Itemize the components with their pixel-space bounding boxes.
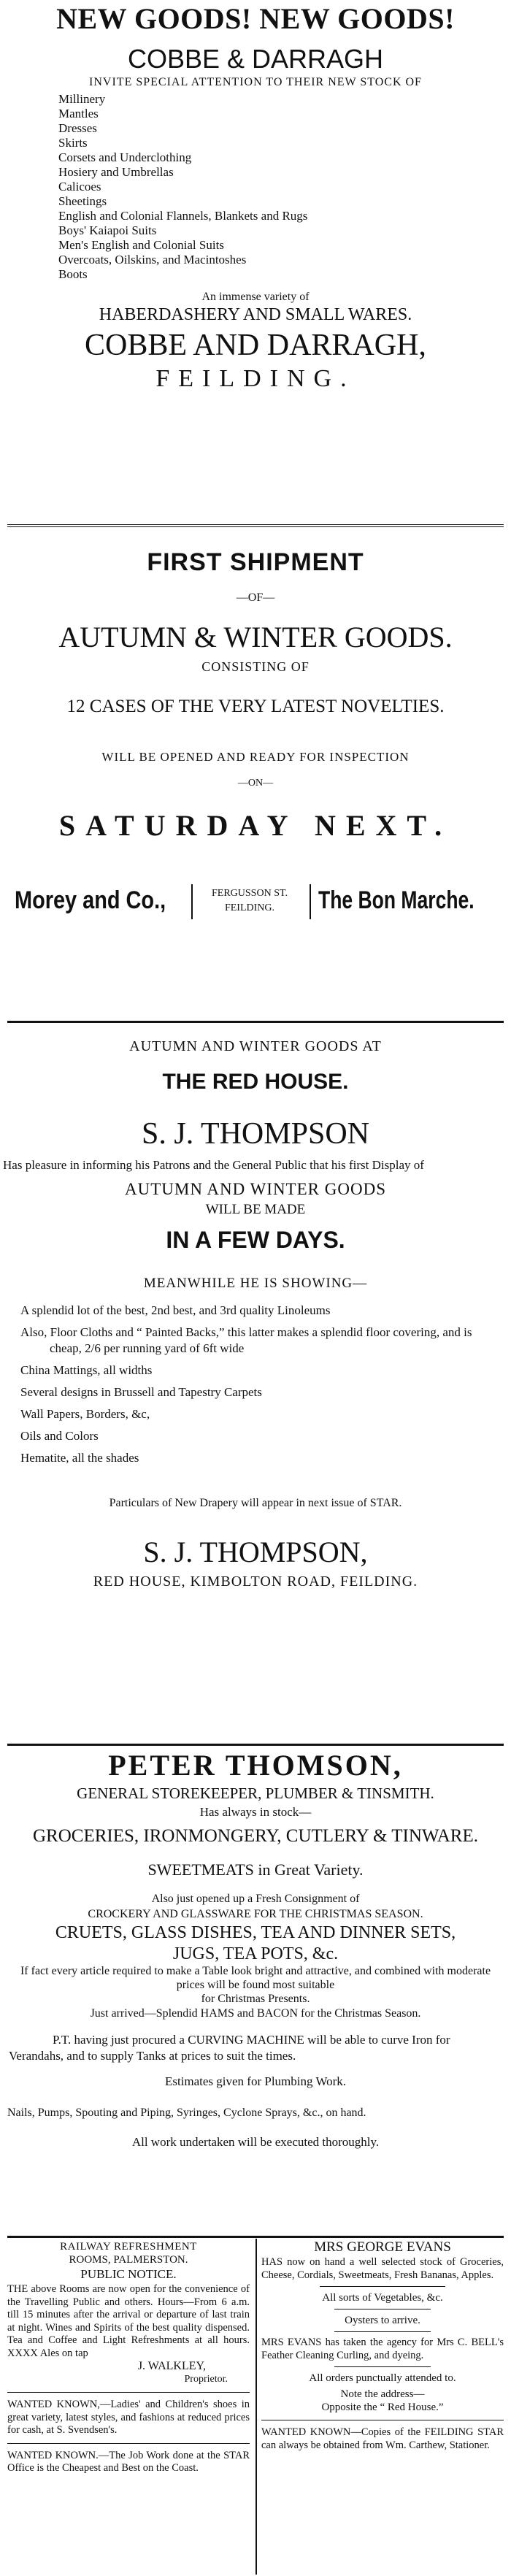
list-item: Boys' Kaiapoi Suits [58, 223, 157, 237]
opened-line: WILL BE OPENED AND READY FOR INSPECTION [101, 750, 410, 764]
divider [334, 2366, 431, 2367]
pt-line: P.T. having just procured a CURVING MACHINE will be able to curve Iron for Verandahs, and to supply Tanks at prices to suit the times. [9, 2033, 450, 2063]
list-item: Mantles [58, 107, 99, 120]
made-line: WILL BE MADE [205, 1202, 306, 1217]
consisting-line: CONSISTING OF [201, 659, 310, 674]
list-item: Hosiery and Umbrellas [58, 165, 174, 179]
always-line: Has always in stock— [199, 1805, 312, 1819]
estimates-line: Estimates given for Plumbing Work. [164, 2074, 347, 2088]
day-line: SATURDAY NEXT. [58, 809, 453, 842]
firm-name: COBBE & DARRAGH [127, 44, 384, 74]
list-item: Hematite, all the shades [20, 1451, 139, 1465]
bar [310, 884, 311, 919]
trade: GENERAL STOREKEEPER, PLUMBER & TINSMITH. [77, 1785, 434, 1802]
firm-name-2: COBBE AND DARRAGH, [85, 329, 426, 362]
nails-line: Nails, Pumps, Spouting and Piping, Syringes, Cyclone Sprays, &c., on hand. [7, 2107, 366, 2119]
list-item: Boots [58, 267, 88, 281]
all-line: All work undertaken will be executed thoroughly. [131, 2135, 380, 2149]
body: THE above Rooms are now open for the convenience of the Travelling Public and others. Hours—From 6 a.m. till 15 minutes after the arrival or departure of last train at night. Wines and Spirits of the best quality dispensed. Tea and Coffee and Light Refreshments at all hours. XXXX Ales on tap [7, 2283, 250, 2359]
list-item: China Mattings, all widths [20, 1363, 153, 1377]
store-name: The Bon Marche. [318, 886, 474, 914]
divider [7, 2392, 250, 2393]
divider [7, 1021, 504, 1023]
intro-line: AUTUMN AND WINTER GOODS AT [129, 1038, 382, 1054]
list-item: Skirts [58, 136, 88, 150]
divider [7, 1744, 504, 1746]
of-line: —OF— [236, 591, 275, 604]
invite-line: INVITE SPECIAL ATTENTION TO THEIR NEW STOCK OF [89, 76, 422, 88]
name-2: S. J. THOMPSON, [143, 1536, 368, 1568]
divider [320, 2286, 445, 2287]
name: MRS GEORGE EVANS [314, 2239, 451, 2255]
list-item: Oils and Colors [20, 1429, 99, 1443]
cruets-line-2: JUGS, TEA POTS, &c. [172, 1944, 339, 1963]
orders-line: All orders punctually attended to. [309, 2372, 456, 2384]
autumn-line: AUTUMN AND WINTER GOODS [125, 1180, 386, 1198]
ad-carthew: WANTED KNOWN—Copies of the FEILDING STAR can always be obtained from Wm. Carthew, Stationer. [261, 2426, 504, 2451]
oysters-line: Oysters to arrive. [345, 2315, 420, 2326]
ad-railway [7, 2240, 250, 2386]
list-item: Also, Floor Cloths and “ Painted Backs,” this latter makes a splendid floor covering, and is cheap, 2/6 per running yard of 6ft wide [20, 1325, 472, 1355]
list-item: Corsets and Underclothing [58, 150, 192, 164]
list-item: Sheetings [58, 194, 107, 208]
ad-star-job-work: WANTED KNOWN.—The Job Work done at the STAR Office is the Cheapest and Best on the Coast. [7, 2449, 250, 2474]
heading-3: PUBLIC NOTICE. [80, 2267, 177, 2281]
street: FERGUSSON ST. [212, 888, 288, 899]
body: HAS now on hand a well selected stock of Groceries, Cheese, Cordials, Sweetmeats, Fresh Bananas, Apples. [261, 2256, 504, 2281]
bar [191, 884, 193, 919]
heading-1: RAILWAY REFRESHMENT [60, 2241, 197, 2253]
ad-evans [261, 2239, 504, 2414]
days-line: IN A FEW DAYS. [166, 1227, 345, 1253]
divider [334, 2331, 431, 2332]
also-line: Also just opened up a Fresh Consignment of [151, 1893, 360, 1905]
list-item: Dresses [58, 121, 97, 135]
stock-line: GROCERIES, IRONMONGERY, CUTLERY & TINWARE. [33, 1826, 478, 1846]
ad-morey [0, 529, 511, 928]
fact-line: If fact every article required to make a Table look bright and attractive, and combined with moderate prices will be found most suitable [20, 1965, 491, 1991]
list-item: A splendid lot of the best, 2nd best, and 3rd quality Linoleums [20, 1303, 331, 1317]
signature: J. WALKLEY, [137, 2360, 206, 2372]
opposite-line: Opposite the “ Red House.” [321, 2401, 444, 2413]
divider [7, 524, 504, 527]
right-column [261, 2239, 504, 2452]
arrived-line: Just arrived—Splendid HAMS and BACON for the Christmas Season. [90, 2007, 421, 2020]
signature-row [0, 877, 511, 928]
ad-thompson [0, 1030, 511, 1592]
heading-2: ROOMS, PALMERSTON. [69, 2254, 188, 2266]
veg-line: All sorts of Vegetables, &c. [322, 2292, 443, 2304]
left-column [7, 2239, 250, 2475]
town: FEILDING. [224, 902, 275, 913]
list-item: English and Colonial Flannels, Blankets and Rugs [58, 209, 308, 223]
note-line: Note the address— [340, 2388, 425, 2400]
red-house: THE RED HOUSE. [162, 1070, 349, 1094]
list-item: Overcoats, Oilskins, and Macintoshes [58, 253, 247, 267]
firm-name: Morey and Co., [15, 886, 166, 914]
headline: NEW GOODS! NEW GOODS! [56, 2, 455, 35]
on-line: —ON— [237, 778, 274, 789]
wares-line: HABERDASHERY AND SMALL WARES. [99, 305, 412, 324]
sweet-line: SWEETMEATS in Great Variety. [147, 1860, 364, 1879]
crockery-line: CROCKERY AND GLASSWARE FOR THE CHRISTMAS SEASON. [88, 1908, 423, 1920]
pleasure-line: Has pleasure in informing his Patrons and the General Public that his first Display of [3, 1158, 424, 1172]
address: RED HOUSE, KIMBOLTON ROAD, FEILDING. [93, 1573, 418, 1590]
cases-line: 12 CASES OF THE VERY LATEST NOVELTIES. [66, 697, 445, 716]
showing-list [20, 1303, 504, 1466]
ad-svendsen: WANTED KNOWN,—Ladies' and Children's shoes in great variety, latest styles, and fashions at reduced prices for cash, at S. Svendsen's. [7, 2399, 250, 2436]
agency-line: MRS EVANS has taken the agency for Mrs C. BELL's Feather Cleaning Curling, and dyeing. [261, 2337, 504, 2361]
list-item: Several designs in Brussell and Tapestry Carpets [20, 1385, 262, 1399]
variety-line: An immense variety of [201, 291, 310, 303]
fact-line-2: for Christmas Presents. [201, 1993, 310, 2005]
cruets-line-1: CRUETS, GLASS DISHES, TEA AND DINNER SETS, [55, 1923, 456, 1942]
list-item: Millinery [58, 92, 106, 106]
name: PETER THOMSON, [108, 1749, 403, 1782]
list-item: Wall Papers, Borders, &c, [20, 1407, 150, 1421]
particulars-line: Particulars of New Drapery will appear in next issue of STAR. [109, 1497, 402, 1509]
goods-line: AUTUMN & WINTER GOODS. [58, 621, 453, 653]
ad-peter-thomson [0, 1748, 511, 2150]
divider [7, 2236, 504, 2238]
proprietor: Proprietor. [184, 2374, 228, 2385]
name: S. J. THOMPSON [142, 1117, 369, 1151]
list-item: Men's English and Colonial Suits [58, 238, 224, 252]
list-item: Calicoes [58, 180, 101, 193]
divider [7, 2443, 250, 2444]
meanwhile-line: MEANWHILE HE IS SHOWING— [143, 1276, 368, 1291]
ad-cobbe-darragh [0, 0, 511, 394]
headline: FIRST SHIPMENT [147, 548, 364, 576]
town: FEILDING. [155, 365, 356, 392]
column-rule [256, 2239, 257, 2575]
stock-list [58, 92, 511, 282]
